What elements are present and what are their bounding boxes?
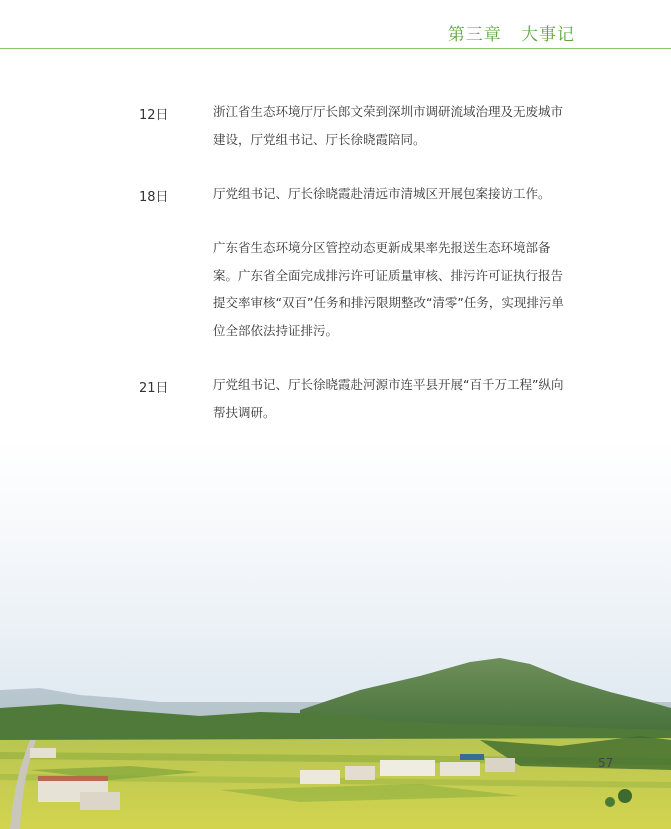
event-text: 广东省生态环境分区管控动态更新成果率先报送生态环境部备案。广东省全面完成排污许可证质量审核、排污许可证执行报告提交率审核“双百”任务和排污限期整改“清零”任务，实现排污单位全部依法持证排污。 [213, 240, 564, 338]
page-number: 57 [598, 756, 614, 770]
rural-landscape-photo [0, 440, 671, 829]
event-text: 浙江省生态环境厅厅长郎文荣到深圳市调研流域治理及无废城市建设，厅党组书记、厅长徐晓霞陪同。 [213, 104, 564, 147]
event-text: 厅党组书记、厅长徐晓霞赴河源市连平县开展“百千万工程”纵向帮扶调研。 [213, 377, 564, 420]
event-day: 12日 [139, 108, 169, 123]
event-text: 厅党组书记、厅长徐晓霞赴清远市清城区开展包案接访工作。 [213, 186, 551, 201]
chapter-title: 第三章 大事记 [447, 25, 575, 45]
header-divider [0, 48, 671, 49]
event-day: 21日 [139, 381, 169, 396]
event-day: 18日 [139, 190, 169, 205]
